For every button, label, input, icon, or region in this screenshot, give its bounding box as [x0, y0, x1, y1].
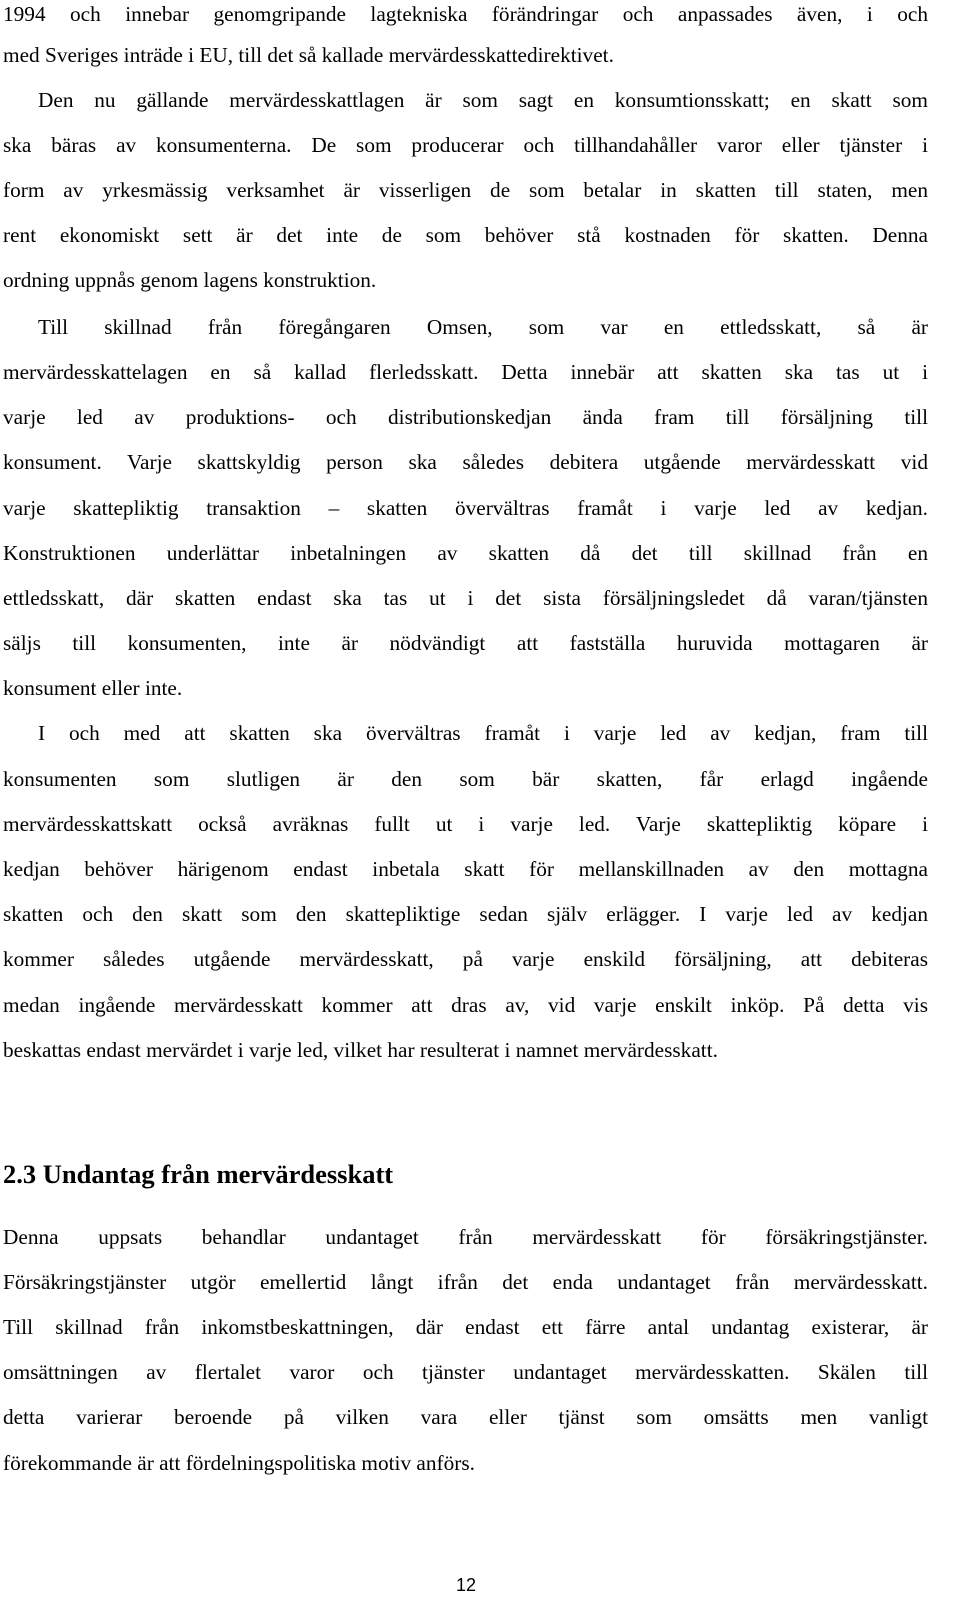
text-line: kedjan behöver härigenom endast inbetala skatt för mellanskillnaden av den mottagna — [3, 857, 928, 881]
text-line: varje skattepliktig transaktion – skatten övervältras framåt i varje led av kedjan. — [3, 496, 928, 520]
text-line: Konstruktionen underlättar inbetalningen av skatten då det till skillnad från en — [3, 541, 928, 565]
text-line: konsument eller inte. — [3, 676, 183, 700]
text-line: Försäkringstjänster utgör emellertid långt ifrån det enda undantaget från mervärdesskatt. — [3, 1270, 928, 1294]
text-line: skatten och den skatt som den skattepliktige sedan själv erlägger. I varje led av kedjan — [3, 902, 928, 926]
text-line: konsumenten som slutligen är den som bär skatten, får erlagd ingående — [3, 767, 928, 791]
text-line: Den nu gällande mervärdesskattlagen är som sagt en konsumtionsskatt; en skatt som — [38, 88, 928, 112]
text-line: I och med att skatten ska övervältras framåt i varje led av kedjan, fram till — [38, 721, 928, 745]
text-line: varje led av produktions- och distributionskedjan ända fram till försäljning till — [3, 405, 928, 429]
text-line: 1994 och innebar genomgripande lagtekniska förändringar och anpassades även, i och — [3, 2, 928, 26]
text-line: rent ekonomiskt sett är det inte de som behöver stå kostnaden för skatten. Denna — [3, 223, 928, 247]
text-line: ordning uppnås genom lagens konstruktion. — [3, 268, 377, 292]
text-line: med Sveriges inträde i EU, till det så kallade mervärdesskattedirektivet. — [3, 43, 614, 67]
text-line: beskattas endast mervärdet i varje led, vilket har resulterat i namnet mervärdesskatt. — [3, 1038, 718, 1062]
text-line: mervärdesskattskatt också avräknas fullt ut i varje led. Varje skattepliktig köpare i — [3, 812, 928, 836]
text-line: ska bäras av konsumenterna. De som producerar och tillhandahåller varor eller tjänster i — [3, 133, 928, 157]
text-line: Till skillnad från föregångaren Omsen, som var en ettledsskatt, så är — [38, 315, 928, 339]
text-line: mervärdesskattelagen en så kallad flerledsskatt. Detta innebär att skatten ska tas ut i — [3, 360, 928, 384]
section-heading: 2.3 Undantag från mervärdesskatt — [3, 1159, 394, 1189]
text-line: detta varierar beroende på vilken vara eller tjänst som omsätts men vanligt — [3, 1405, 928, 1429]
page-number: 12 — [455, 1575, 477, 1595]
text-line: förekommande är att fördelningspolitiska motiv anförs. — [3, 1451, 475, 1475]
text-line: Till skillnad från inkomstbeskattningen, där endast ett färre antal undantag existerar, är — [3, 1315, 928, 1339]
text-line: konsument. Varje skattskyldig person ska således debitera utgående mervärdesskatt vid — [3, 450, 928, 474]
text-line: kommer således utgående mervärdesskatt, på varje enskild försäljning, att debiteras — [3, 947, 928, 971]
text-line: medan ingående mervärdesskatt kommer att dras av, vid varje enskilt inköp. På detta vis — [3, 993, 928, 1017]
text-line: säljs till konsumenten, inte är nödvändigt att fastställa huruvida mottagaren är — [3, 631, 928, 655]
text-line: form av yrkesmässig verksamhet är visserligen de som betalar in skatten till staten, men — [3, 178, 928, 202]
text-line: omsättningen av flertalet varor och tjänster undantaget mervärdesskatten. Skälen till — [3, 1360, 928, 1384]
text-line: ettledsskatt, där skatten endast ska tas ut i det sista försäljningsledet då varan/tjänsten — [3, 586, 928, 610]
text-line: Denna uppsats behandlar undantaget från mervärdesskatt för försäkringstjänster. — [3, 1225, 928, 1249]
